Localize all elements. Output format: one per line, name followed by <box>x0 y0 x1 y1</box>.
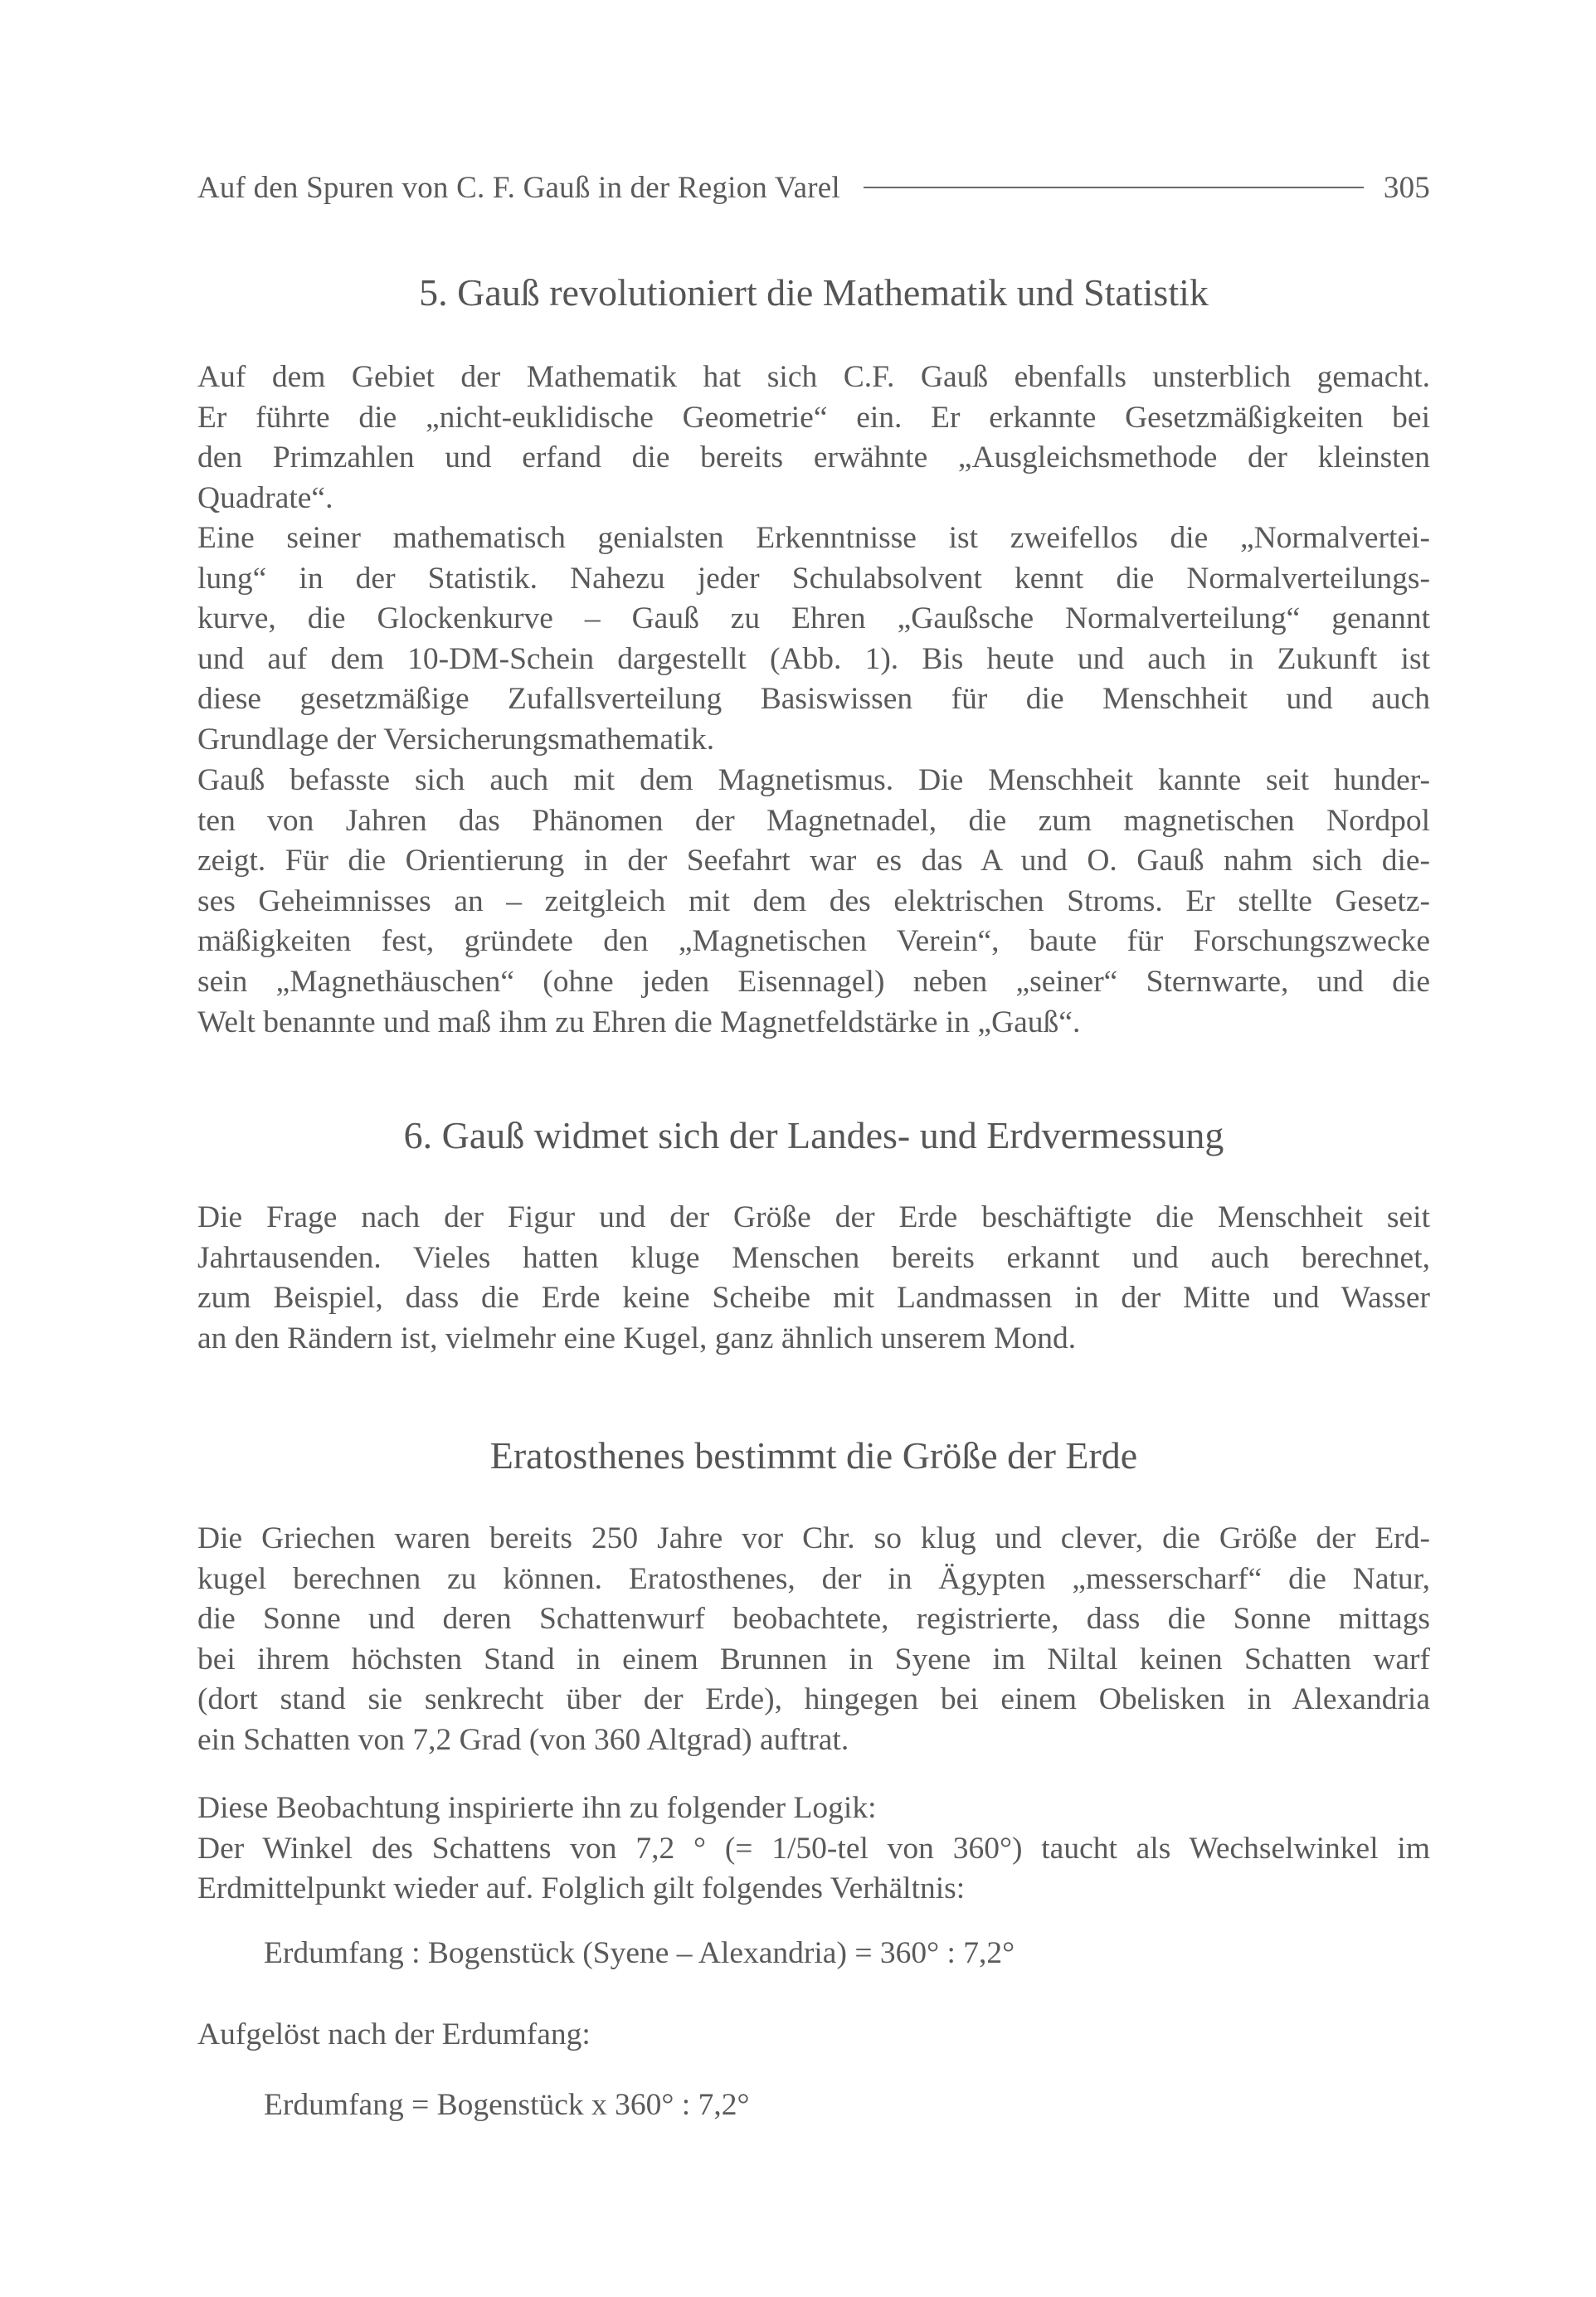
text-line: sein „Magnethäuschen“ (ohne jeden Eisennagel) neben „seiner“ Sternwarte, und die <box>197 964 1430 999</box>
section-5-paragraph-3 <box>197 761 1430 1043</box>
text-line: (dort stand sie senkrecht über der Erde), hingegen bei einem Obelisken in Alexandria <box>197 1682 1430 1717</box>
text-line: Welt benannte und maß ihm zu Ehren die Magnetfeldstärke in „Gauß“. <box>197 1005 1081 1039</box>
text-line: Gauß befasste sich auch mit dem Magnetismus. Die Menschheit kannte seit hunder- <box>197 763 1430 797</box>
text-line: diese gesetzmäßige Zufallsverteilung Basiswissen für die Menschheit und auch <box>197 682 1430 717</box>
header-rule <box>864 187 1364 188</box>
text-line: Grundlage der Versicherungsmathematik. <box>197 722 715 757</box>
text-line: Eine seiner mathematisch genialsten Erkenntnisse ist zweifellos die „Normalvertei- <box>197 521 1430 555</box>
section-5-heading: 5. Gauß revolutioniert die Mathematik und Statistik <box>419 271 1209 314</box>
eratosthenes-paragraph-1 <box>197 1519 1430 1761</box>
text-line: mäßigkeiten fest, gründete den „Magnetischen Verein“, baute für Forschungszwecke <box>197 924 1430 959</box>
solved-label: Aufgelöst nach der Erdumfang: <box>197 2017 591 2051</box>
text-line: ten von Jahren das Phänomen der Magnetnadel, die zum magnetischen Nordpol <box>197 803 1430 838</box>
text-line: Quadrate“. <box>197 480 333 515</box>
text-line: Jahrtausenden. Vieles hatten kluge Menschen bereits erkannt und auch berechnet, <box>197 1240 1430 1275</box>
formula-ratio: Erdumfang : Bogenstück (Syene – Alexandria) = 360° : 7,2° <box>264 1936 1015 1970</box>
page-number: 305 <box>1383 170 1430 205</box>
text-line: Auf dem Gebiet der Mathematik hat sich C.F. Gauß ebenfalls unsterblich gemacht. <box>197 360 1430 394</box>
section-5-paragraph-1 <box>197 358 1430 518</box>
text-line: zum Beispiel, dass die Erde keine Scheibe mit Landmassen in der Mitte und Wasser <box>197 1281 1430 1316</box>
text-line: und auf dem 10-DM-Schein dargestellt (Abb. 1). Bis heute und auch in Zukunft ist <box>197 641 1430 676</box>
text-line: die Sonne und deren Schattenwurf beobachtete, registrierte, dass die Sonne mittags <box>197 1602 1430 1637</box>
text-line: Die Griechen waren bereits 250 Jahre vor Chr. so klug und clever, die Größe der Erd- <box>197 1521 1430 1555</box>
eratosthenes-paragraph-2 <box>197 1788 1430 1910</box>
text-line: zeigt. Für die Orientierung in der Seefahrt war es das A und O. Gauß nahm sich die- <box>197 844 1430 878</box>
formula-circumference: Erdumfang = Bogenstück x 360° : 7,2° <box>264 2088 750 2122</box>
text-line: ses Geheimnisses an – zeitgleich mit dem des elektrischen Stroms. Er stellte Gesetz- <box>197 883 1430 918</box>
text-line: Erdmittelpunkt wieder auf. Folglich gilt folgendes Verhältnis: <box>197 1871 966 1906</box>
text-line: Diese Beobachtung inspirierte ihn zu folgender Logik: <box>197 1791 877 1825</box>
running-header <box>197 163 1430 212</box>
text-line: lung“ in der Statistik. Nahezu jeder Schulabsolvent kennt die Normalverteilungs- <box>197 561 1430 596</box>
text-line: Der Winkel des Schattens von 7,2 ° (= 1/50-tel von 360°) taucht als Wechselwinkel im <box>197 1831 1430 1866</box>
running-title: Auf den Spuren von C. F. Gauß in der Region Varel <box>197 170 840 205</box>
text-line: bei ihrem höchsten Stand in einem Brunnen in Syene im Niltal keinen Schatten warf <box>197 1642 1430 1677</box>
section-6-paragraph-1 <box>197 1198 1430 1359</box>
text-line: kurve, die Glockenkurve – Gauß zu Ehren „Gaußsche Normalverteilung“ genannt <box>197 601 1430 636</box>
section-6-heading: 6. Gauß widmet sich der Landes- und Erdvermessung <box>403 1114 1224 1156</box>
text-line: Er führte die „nicht-euklidische Geometrie“ ein. Er erkannte Gesetzmäßigkeiten bei <box>197 400 1430 435</box>
text-line: an den Rändern ist, vielmehr eine Kugel, ganz ähnlich unserem Mond. <box>197 1321 1077 1355</box>
text-line: kugel berechnen zu können. Eratosthenes, der in Ägypten „messerscharf“ die Natur, <box>197 1561 1430 1596</box>
section-5-paragraph-2 <box>197 518 1430 761</box>
text-line: ein Schatten von 7,2 Grad (von 360 Altgrad) auftrat. <box>197 1722 849 1757</box>
eratosthenes-heading: Eratosthenes bestimmt die Größe der Erde <box>489 1434 1138 1477</box>
text-line: Die Frage nach der Figur und der Größe der Erde beschäftigte die Menschheit seit <box>197 1200 1430 1234</box>
text-line: den Primzahlen und erfand die bereits erwähnte „Ausgleichsmethode der kleinsten <box>197 440 1430 475</box>
